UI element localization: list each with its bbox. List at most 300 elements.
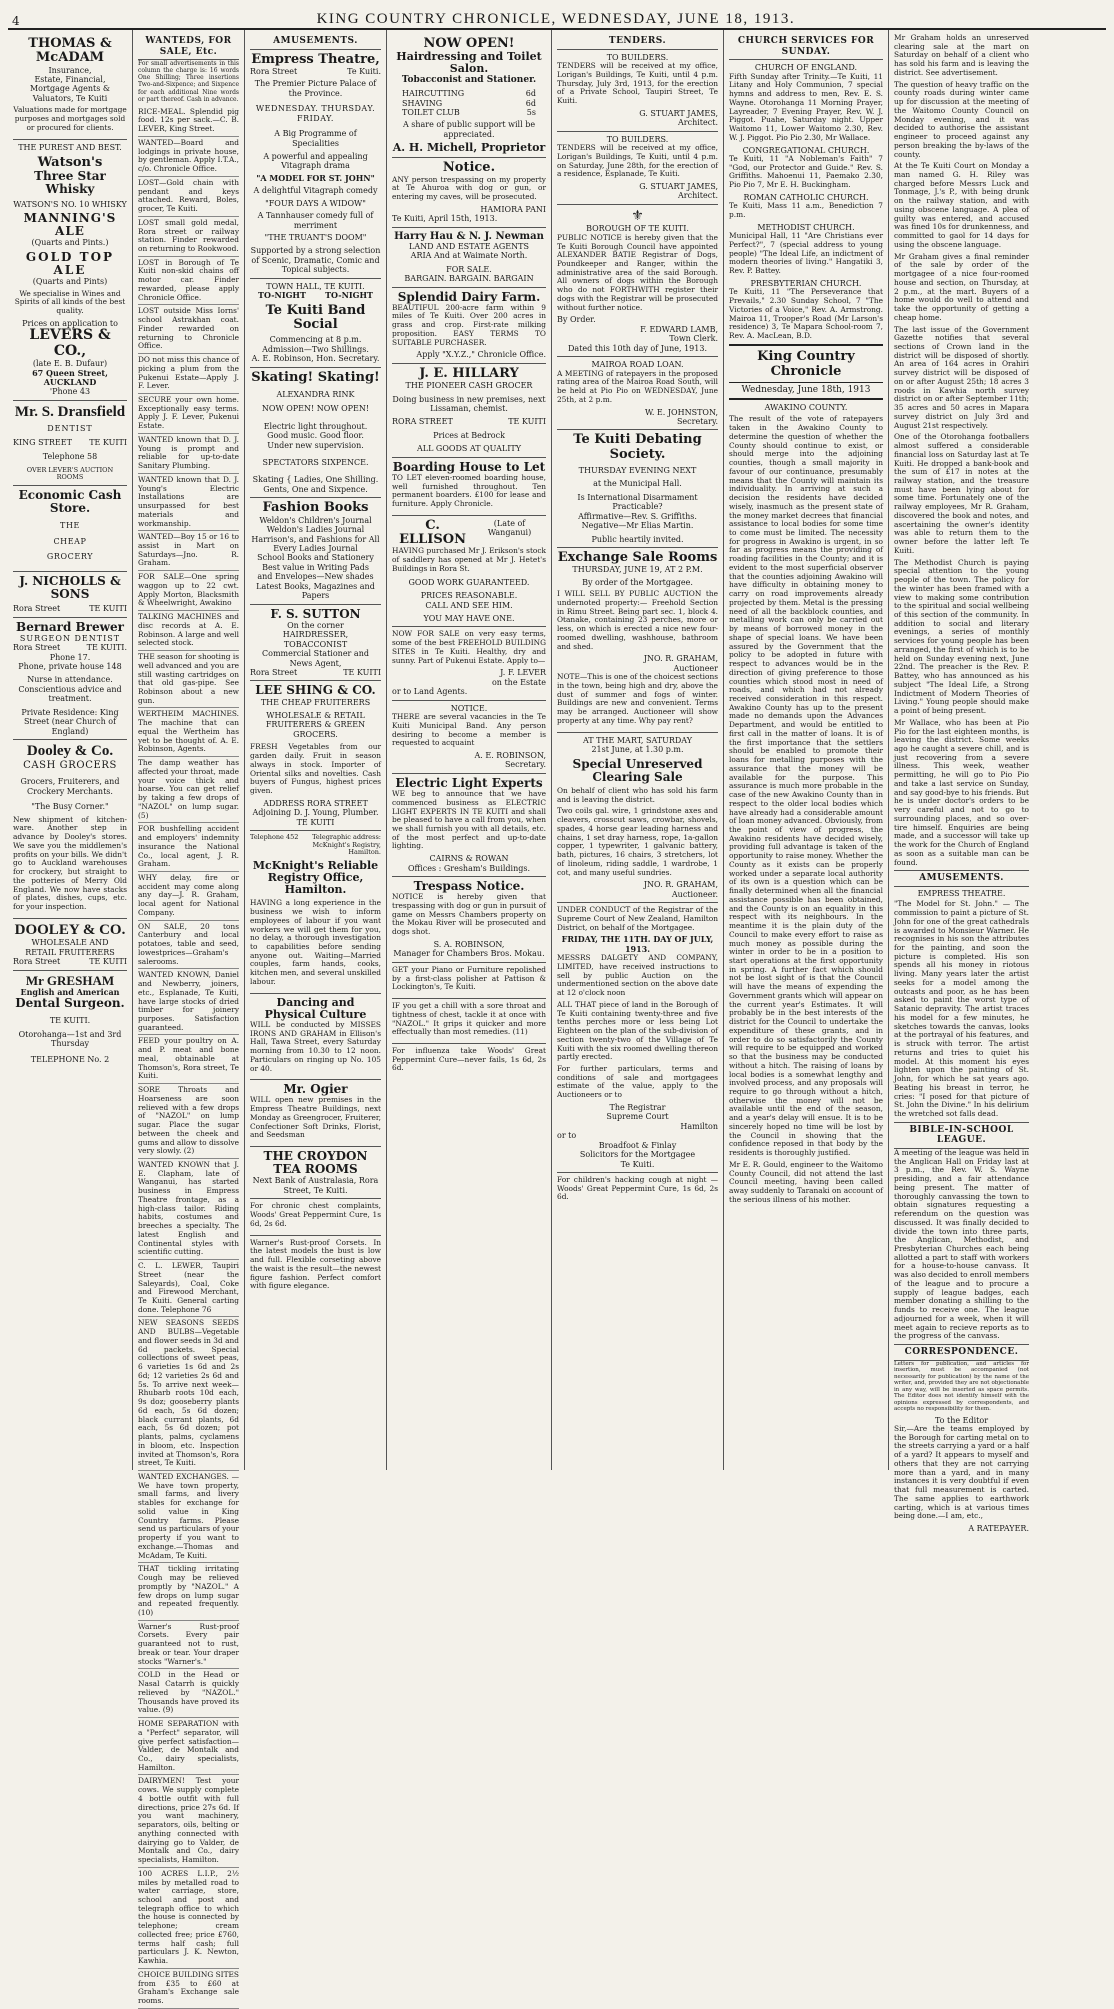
ad-text: Conscientious advice and treatment. [18, 684, 122, 704]
ad-name: Special Unreserved Clearing Sale [572, 756, 703, 784]
ad-text: Warner's Rust-proof Corsets. In the latest models the bust is low and full. Flexible corseting above the waist is the result—the newest figure fashion. Perfect comfort with figure elegance. [250, 1237, 381, 1291]
news-paragraph: The question of heavy traffic on the county roads during winter came up for discussion at the meeting of the Waitomo County Council on Monday evening, and it was decided to authorise the assistant engineer to proceed against any person breaking the by-laws of the county. [894, 79, 1029, 159]
ad-name: TO BUILDERS. [606, 134, 669, 144]
ellison-ad [392, 516, 546, 628]
dooley-grocers-ad [13, 740, 127, 919]
ad-text: NOW FOR SALE on very easy terms, some of the best FREEHOLD BUILDING SITES in Te Kuiti. Healthy, dry and sunny. Part of Pukenui Estate. Apply to— [392, 629, 546, 665]
ad-name: J. E. HILLARY [419, 365, 519, 381]
empress-theatre-ad [250, 50, 381, 279]
classified-ad: NEW SEASONS SEEDS AND BULBS—Vegetable and flower seeds in 3d and 6d packets. Special collections of sweet peas, 6 varieties 1s 6d and 2s 6d; 12 varieties 2s 6d and 5s. To arrive next week—Rhubarb roots 10d each, 9s doz; gooseberry plants 6d each, 5s 6d dozen; black currant plants, 6d each, 5s 6d dozen; pot plants, palms, cyclamens in bloom, etc. Inspection invited at Thomson's, Rora street, Te Kuiti. [138, 1317, 239, 1470]
product-name: Watson's [37, 154, 103, 170]
service-name: TOILET CLUB [402, 107, 460, 117]
ad-signature: W. E. JOHNSTON, [645, 407, 718, 417]
ad-text: WHOLESALE AND [31, 938, 109, 948]
service-price: 5s [526, 107, 536, 117]
borough-crest-icon: ⚜ [631, 207, 644, 224]
ad-text: OVER LEVER'S AUCTION ROOMS [26, 465, 114, 482]
ad-phone: Phone, private house 148 [18, 662, 122, 672]
fashion-item: School Books and Stationery [257, 553, 374, 563]
page-number: 4 [12, 14, 20, 28]
ad-name: Exchange Sale Rooms [557, 550, 718, 566]
ad-town: TE KUITI [343, 667, 381, 677]
classified-ad: SECURE your own home. Exceptionally easy terms. Apply J. F. Lever, Pukenui Estate. [138, 394, 239, 434]
ad-text: or to [557, 1131, 577, 1141]
exchange-sale-rooms [557, 548, 718, 733]
levers-ad [13, 140, 127, 401]
ad-text: WE beg to announce that we have commenced business as ELECTRIC LIGHT EXPERTS IN TE KUITI and shall be pleased to have a call from you, when we shall furnish you with all details, etc. of the most perfect and up-to-date lighting. [392, 789, 546, 851]
classified-ad: DO not miss this chance of picking a plum from the Pukenui Estate—Apply J. F. Lever. [138, 354, 239, 394]
ad-town: TE KUITI [89, 437, 127, 447]
warner-ad [250, 1236, 381, 1297]
ad-text: BEAUTIFUL 200-acre farm within 9 miles of Te Kuiti. Over 200 acres in grass and crop. First-rate milking proposition. EASY TERMS TO SUITABLE PURCHASER. [392, 302, 546, 347]
classified-ad: FOR bushfelling accident and employers' indemnity insurance the National Co., local agent, J. R. Graham. [138, 823, 239, 872]
fashion-item: Harrison's, and Fashions for All [251, 534, 380, 544]
price-row [402, 108, 536, 117]
ad-signature: J. F. LEVER [500, 668, 546, 678]
ad-text: THE CHEAP FRUITERERS [260, 697, 371, 707]
classified-ad: THE season for shooting is well advanced and you are still wasting cartridges on that old gas-pipe. See Robinson about a new gun. [138, 651, 239, 708]
ad-name: Te Kuiti Band Social [265, 302, 366, 332]
ad-name: Te Kuiti Debating Society. [573, 432, 702, 462]
ad-text: Town Clerk. [669, 334, 718, 344]
ad-text: MESSRS DALGETY AND COMPANY, LIMITED, have received instructions to sell by public Auction on the undermentioned section on the above date at 12 o'clock noon [557, 953, 718, 998]
sutton-ad [250, 605, 381, 682]
ad-phone: 'Phone 43 [49, 387, 91, 397]
ad-text: PRICES REASONABLE. [420, 591, 518, 601]
product-name: WATSON'S NO. 10 WHISKY [13, 199, 127, 209]
ad-town: TE KUITI [508, 417, 546, 427]
ad-text: GOOD WORK GUARANTEED. [408, 577, 530, 587]
ad-text: Apply "X.Y.Z.," Chronicle Office. [416, 350, 546, 360]
ad-name: J. NICHOLLS & SONS [19, 573, 121, 601]
ad-text: TO-NIGHT [325, 290, 373, 301]
ad-text: On the corner [287, 620, 344, 630]
ad-town: TE KUITI [89, 957, 127, 967]
ad-text: Prices on application to [22, 318, 118, 328]
tender-residence [557, 132, 718, 205]
ad-name: Skating! Skating! [251, 369, 380, 385]
mairoa-loan [557, 357, 718, 430]
ad-text: Otorohanga—1st and 3rd Thursday [18, 1029, 122, 1049]
ad-text: WILL be conducted by MISSES IRONS AND GRAHAM in Ellison's Hall, Tawa Street, every Saturday morning from 10.30 to 12 noon. Particulars on ringing up No. 105 or 40. [250, 1019, 381, 1073]
ad-signature: S. A. ROBINSON, [433, 939, 505, 949]
news-paragraph: The Methodist Church is paying special attention to the young people of the town. The policy for the winter has been framed with a view to making some contribution to the spiritual and social wellbeing of this section of the community. In addition to social and literary evenings, a series of monthly services for young people has been arranged, the first of which is to be held on Sunday evening next, June 22nd. The preacher is the Rev. P. Battey, who has announced as his subject "The Ideal Life, a Strong Indictment of Modern Theories of Living." Young people should make a point of being present. [894, 557, 1029, 716]
ad-text: SPECTATORS SIXPENCE. [262, 458, 369, 468]
salon-ad [392, 34, 546, 158]
film-title: "THE TRUANT'S DOOM" [264, 233, 367, 243]
section-heading: AMUSEMENTS. [894, 870, 1029, 887]
article-heading: AWAKINO COUNTY. [764, 403, 848, 413]
ad-text: ALEXANDRA RINK [276, 389, 355, 399]
ad-text: Secretary. [676, 416, 718, 426]
classified-ad: WHY delay, fire or accident may come along any day—J. R. Graham, local agent for National Company. [138, 872, 239, 921]
ad-text: Supported by a strong selection of Scenic, Dramatic, Comic and Topical subjects. [250, 246, 381, 275]
editorial-masthead: King Country Chronicle [729, 344, 883, 384]
ad-text: GROCERY [46, 552, 94, 562]
article-paragraph: Mr E. R. Gould, engineer to the Waitomo County Council, did not attend the last Council meeting, having been called away suddenly to Taranaki on account of the serious illness of his mother. [729, 1159, 883, 1204]
service-name: SHAVING [402, 98, 443, 108]
classified-ad: RICE-MEAL. Splendid pig food. 12s per sack.—C. B. LEVER, King Street. [138, 106, 239, 137]
classified-ad: COLD in the Head or Nasal Catarrh is quickly relieved by "NAZOL." Thousands have proved its value. (9) [138, 1669, 239, 1718]
section-heading: BIBLE-IN-SCHOOL LEAGUE. [894, 1122, 1029, 1149]
woods-ad [392, 1044, 546, 1079]
ad-date: 21st June, at 1.30 p.m. [591, 745, 684, 755]
letter-salutation: To the Editor [934, 1415, 989, 1425]
ad-text: A Tannhauser comedy full of merriment [257, 211, 374, 230]
ad-address: 67 Queen Street, AUCKLAND [32, 367, 108, 388]
classified-ad: FOR SALE—One spring waggon up to 22 cwt. Apply Morton, Blacksmith & Wheelwright, Awakino [138, 571, 239, 611]
ad-name: Harry Hau & N. J. Newman [394, 230, 544, 242]
ad-text: (late E. B. Dufaur) [32, 359, 108, 369]
ad-text: Commencing at 8 p.m. [269, 335, 362, 345]
ad-text: DENTIST [47, 424, 93, 434]
ad-phone: Phone 17. [49, 652, 91, 662]
product-note: (Quarts and Pints.) [31, 238, 109, 248]
ad-text: Adjoining D. J. Young, Plumber. TE KUITI [252, 808, 379, 827]
film-title: "FOUR DAYS A WIDOW" [265, 198, 366, 208]
woods-ad [557, 1173, 718, 1208]
fashion-item: Weldon's Children's Journal [259, 515, 372, 525]
ad-street: RORA STREET [392, 417, 453, 427]
ad-text: Public heartily invited. [591, 534, 684, 544]
ad-name: McKnight's Reliable Registry Office, Hamilton. [252, 859, 379, 897]
ad-name: THE CROYDON TEA ROOMS [263, 1149, 368, 1177]
ad-text: NOTICE is hereby given that trespassing with dog or gun in pursuit of game on Messrs Chambers property on the Mokau River will be prosecuted and dogs shot. [392, 892, 546, 937]
section-heading: TENDERS. [557, 34, 718, 50]
column-5 [552, 30, 724, 1470]
ad-town: TE KUITI. [86, 643, 127, 653]
ad-text: ARIA And at Waimate North. [410, 251, 528, 261]
ad-text: A powerful and appealing Vitagraph drama [263, 151, 368, 171]
classified-ad: WANTED—Board and lodgings in private house, by gentleman. Apply I.T.A., c/o. Chronicle Office. [138, 137, 239, 177]
church-list [729, 63, 883, 341]
ad-text: Nurse in attendance. [27, 675, 113, 685]
rates-note: For small advertisements in this column the charge is: 16 words One Shilling; Three insertions Two-and-Sixpence; and Sixpence for each additional Nine words or part thereof. Cash in advance. [138, 60, 239, 103]
ad-date: Te Kuiti, April 15th, 1913. [392, 214, 498, 224]
classified-ad: ON SALE, 20 tons Canterbury and local potatoes, table and seed, lowestprices—Graham's salerooms. [138, 921, 239, 970]
classified-ad: The damp weather has affected your throat, made your voice thick and hoarse. You can get relief by taking a few drops of "NAZOL" on lump sugar. (5) [138, 757, 239, 823]
ad-text: We specialise in Wines and Spirits of all kinds of the best quality. [14, 288, 126, 316]
dairy-farm-ad [392, 288, 546, 364]
ad-text: For further particulars, terms and conditions of sale and mortgagees estimate of the value, apply to the Auctioneers or to [557, 1064, 718, 1100]
brewer-ad [13, 618, 127, 741]
column-4 [387, 30, 552, 1470]
church-services: Te Kuiti, Mass 11 a.m., Benediction 7 p.m. [729, 201, 883, 220]
church-services: Municipal Hall, 11 "Are Christians ever Perfect?", 7 (special address to young people) "The Ideal Life, an indictment of modern theories of living." Hangatiki 3, Rev. P. Battey. [729, 231, 883, 276]
ad-signature: CAIRNS & ROWAN [429, 854, 509, 864]
classified-ad: SORE Throats and Hoarseness are soon relieved with a few drops of "NAZOL" on lump sugar. Place the sugar between the cheek and gums and allow to dissolve very slowly. (2) [138, 1084, 239, 1159]
ad-name: C. ELLISON [399, 517, 466, 548]
ad-text: New shipment of kitchen-ware. Another step in advance by Dooley's stores. We save you the middlemen's profits on your bills. We didn't go to Auckland warehouses for crockery, but straight to the potteries of Merry Old England. We now have stacks of plates, dishes, cups, etc. for your inspection. [13, 814, 127, 912]
classified-ad: FEED your poultry on A. and P. meat and bone meal, obtainable at Thomson's, Rora street, Te Kuiti. [138, 1035, 239, 1084]
article-paragraph: A meeting of the league was held in the Anglican Hall on Friday last at 3 p.m., the Rev. W. S. Wayne presiding, and a fair attendance being present. The matter of thoroughly canvassing the town to obtain signatures requesting a referendum on the question was discussed. It was finally decided to divide the town into three parts, the Anglican, Methodist, and Presbyterian Churches each being allotted a part to staff with workers for a house-to-house canvass. It was also decided to enroll members of the league and to procure a supply of league badges, each member donating a shilling to the funds to receive one. The league adjourned for a week, when it will meet again to recieve reports as to the progress of the canvass. [894, 1147, 1029, 1341]
ad-street: Rora Street [250, 667, 298, 677]
ad-text: A MEETING of ratepayers in the proposed rating area of the Mairoa Road South, will be held at Pio Pio on WEDNESDAY, June 25th, at 2 p.m. [557, 368, 718, 404]
borough-notice [557, 205, 718, 357]
ad-text: SURGEON DENTIST [19, 633, 121, 643]
ad-text: Negative—Mr Elias Martin. [581, 521, 694, 531]
ad-text: Affirmative—Rev. S. Griffiths. [578, 511, 697, 521]
ad-town: TE KUITI. [49, 1015, 91, 1025]
letter-signature: A RATEPAYER. [968, 1524, 1029, 1534]
fashion-books-ad [250, 498, 381, 604]
ad-text: Private Residence: King Street (near Church of England) [21, 707, 119, 736]
debating-society [557, 430, 718, 548]
fashion-item: Weldon's Ladies Journal [266, 525, 365, 535]
ad-text: Tobacconist and Stationer. [401, 75, 537, 86]
ad-text: Is International Disarmament Practicable? [577, 492, 698, 512]
ad-text: Valuations made for mortgage purposes and mortgages sold or procured for clients. [13, 105, 127, 132]
ad-text: Admission—Two Shillings. [262, 344, 369, 354]
ad-text: Dental Surgeon. [15, 996, 125, 1011]
ad-text: A Big Programme of Specialities [274, 129, 357, 148]
band-social-ad [250, 279, 381, 368]
ad-text: Offices : Gresham's Buildings. [407, 863, 531, 873]
dancing-ad [250, 994, 381, 1081]
ad-text: CASH GROCERS [23, 759, 117, 771]
classified-ad: LOST in Borough of Te Kuiti non-skid chains off motor car. Finder rewarded, please apply Chronicle Office. [138, 257, 239, 306]
hau-newman-ad [392, 228, 546, 288]
mcknight-ad [250, 831, 381, 994]
ad-phone: Telephone 452 [250, 833, 299, 842]
ad-name: Mr. S. Dransfield [14, 403, 126, 420]
ad-text: Good music. Good floor. [267, 431, 364, 441]
news-paragraph: One of the Otorohanga footballers almost suffered a considerable financial loss on Saturday last at Te Kuiti. He dropped a bank-book and the sum of £17 in notes at the railway station, and the treasure must have been lying about for some time. Fortunately one of the railway employees, Mr R. Graham, discovered the book and notes, and ascertaining the owner's identity was able to return them to the owner before the latter left Te Kuiti. [894, 432, 1029, 555]
ad-name: Splendid Dairy Farm. [397, 289, 541, 304]
classified-ad: Warner's Rust-proof Corsets. Every pair guaranteed not to rust, break or tear. Your draper stocks "Warner's." [138, 1621, 239, 1670]
ad-text: For influenza take Woods' Great Peppermint Cure—never fails, 1s 6d, 2s 6d. [392, 1045, 546, 1073]
church-name: METHODIST CHURCH. [757, 222, 855, 232]
service-name: HAIRCUTTING [402, 89, 465, 99]
ad-text: LAND AND ESTATE AGENTS [409, 241, 529, 251]
classified-ad: DAIRYMEN! Test your cows. We supply complete 4 bottle outfit with full directions, price 27s 6d. If you want machinery, separators, oils, belting or anything connected with dairying go to Valder, de Montalk and Co., dairy specialists, Hamilton. [138, 1775, 239, 1867]
ad-text: Auctioneer [673, 663, 718, 673]
hillary-ad [392, 364, 546, 458]
ad-phone: Telephone 58 [42, 452, 98, 462]
ad-line: Estate, Financial, [34, 75, 106, 85]
dooley-fruiterers-ad [13, 919, 127, 971]
lee-shing-ad [250, 681, 381, 831]
church-services: Te Kuiti, 11 "A Nobleman's Faith" 7 "God, our Protector and Guide." Rev. S. Griffiths. Mahoenui 11, Paemako 2.30, Pio Pio 7, Mr E. H. Buckingham. [729, 153, 883, 190]
nazol-ad [392, 999, 546, 1044]
classified-ad: LOST outside Miss Iorns' school Astrakhan coat. Finder rewarded on returning to Chronicle Office. [138, 305, 239, 354]
ad-name: Economic Cash Store. [18, 488, 122, 516]
building-sites-ad [392, 627, 546, 700]
classified-ad: 100 ACRES L.I.P., 2½ miles by metalled road to water carriage, store, school and post and telegraph office to which the house is connected by telephone; cream collected free; price £760, terms half cash; full particulars J. K. Newton, Kawhia. [138, 1868, 239, 1969]
ad-text: BARGAIN. BARGAIN. BARGAIN [404, 274, 534, 284]
ad-text: WEDNESDAY. THURSDAY. FRIDAY. [255, 104, 376, 123]
ad-text: Grocers, Fruiterers, and Crockery Merchants. [20, 777, 120, 796]
ad-name: Fashion Books [262, 500, 369, 516]
ad-name: Mr GRESHAM [25, 972, 115, 988]
ad-text: UNDER CONDUCT of the Registrar of the Supreme Court of New Zealand, Hamilton District, on behalf of the Mortgagee. [557, 905, 718, 932]
tender-private-school [557, 50, 718, 132]
band-notice-ad [392, 701, 546, 774]
ad-text: GET your Piano or Furniture repolished by a first-class polisher at Pattison & Lockington's, Te Kuiti. [392, 964, 546, 992]
correspondence-disclaimer: Letters for publication, and articles for insertion, must be accompanied (not necessarily for publication) by the name of the writer, and, provided they are not objectionable in any way, will be inserted as space permits. The Editor does not identify himself with the opinions expressed by correspondents, and accepts no responsibility for them. [894, 1360, 1029, 1413]
ad-name: MAIROA ROAD LOAN. [591, 360, 684, 370]
supreme-court-sale [557, 903, 718, 1173]
ad-text: Under new supervision. [267, 440, 364, 450]
ad-date: FRIDAY, THE 11TH. DAY OF JULY, 1913. [561, 934, 714, 954]
ad-text: ALL GOODS AT QUALITY [416, 444, 522, 454]
ad-text: at the Municipal Hall. [593, 479, 682, 489]
ad-text: NOW OPEN! NOW OPEN! [261, 404, 370, 414]
ad-text: Two coils gal. wire, 1 grindstone axes and cleavers, crosscut saws, crowbar, shovels, spades, 4 horse gear leading harness and chains, 1 set dray harness, rope, 1a-gallon copper, 1 typewriter, 1 galvanic battery, bath, pictures, 16 chairs, 3 stretchers, lot of linoleum, riding saddle, 1 wardrobe, 1 cot, and many useful sundries. [557, 806, 718, 877]
ad-name: LEE SHING & CO. [255, 683, 376, 698]
nicholls-ad [13, 572, 127, 618]
ad-text: Auctioneer. [671, 889, 718, 899]
ad-name: Bernard Brewer [16, 619, 124, 634]
ad-name: Dancing and Physical Culture [264, 995, 367, 1021]
dransfield-ad [13, 401, 127, 486]
church-name: CONGREGATIONAL CHURCH. [742, 145, 870, 155]
ad-text: TOWN HALL, TE KUITI. [266, 281, 365, 291]
ad-text: CALL AND SEE HIM. [425, 600, 513, 610]
ad-text: ANY person trespassing on my property at Te Ahuroa with dog or gun, or entering my caves, will be prosecuted. [392, 174, 546, 202]
ad-text: TO-NIGHT [258, 290, 306, 301]
ad-text: Telegraphic address: McKnight's Registry, Hamilton. [312, 833, 381, 857]
fashion-item: Best value in Writing Pads [262, 562, 369, 572]
ad-town: TE KUITI [89, 604, 127, 614]
classified-ad: WANTED KNOWN that J. E. Clapham, late of Wanganui, has started business in Empress Theatre frontage, as a high-class tailor. Riding habits, costumes and breeches a specialty. The latest English and Continental styles with scientific cutting. [138, 1159, 239, 1260]
newspaper-title: KING COUNTRY CHRONICLE, WEDNESDAY, JUNE 18, 1913. [316, 11, 796, 27]
classified-ad: WANTED—Boy 15 or 16 to assist in Mart on Saturdays—Jno. R. Graham. [138, 531, 239, 571]
notice-trespass-ad [392, 158, 546, 227]
fashion-list [250, 516, 381, 601]
product-name: MANNING'S ALE [23, 211, 117, 239]
ad-name: TO BUILDERS. [606, 52, 669, 62]
column-2 [133, 30, 245, 2006]
thomas-mcadam-ad [13, 34, 127, 140]
classified-ad: WANTED known that D. J. Young's Electric Installations are unsurpassed for best materials and workmanship. [138, 474, 239, 531]
ad-text: HAIRDRESSER, TOBACCONIST [282, 630, 349, 649]
economic-store-ad [13, 486, 127, 572]
gresham-ad [13, 971, 127, 1068]
price-row [402, 89, 536, 98]
product-note: (Quarts and Pints) [32, 277, 108, 287]
ad-text: Architect. [678, 191, 718, 201]
ad-name: DOOLEY & CO. [14, 921, 126, 938]
ad-text: HAVING purchased Mr J. Erikson's stock of saddlery has opened at Mr J. Hetet's Buildings in Rora St. [392, 546, 546, 573]
ad-street: Rora Street [13, 643, 61, 653]
ad-text: THURSDAY EVENING NEXT [578, 466, 697, 475]
ad-text: NOTE—This is one of the choicest sections in the town, being high and dry, above the dust of summer and fogs of winter. Buildings are new and convenient. Terms may be arranged. Auctioneer will show property at any time. Why pay rent? [557, 672, 718, 725]
section-heading: AMUSEMENTS. [250, 34, 381, 50]
editorial-date: Wednesday, June 18th, 1913 [729, 383, 883, 400]
ad-text: Architect. [678, 118, 718, 128]
classified-ad: CHOICE BUILDING SITES from £35 to £60 at Graham's Exchange sale rooms. [138, 1969, 239, 2009]
service-price: 6d [525, 89, 536, 99]
ad-address: ADDRESS RORA STREET [263, 798, 368, 808]
ad-text: A share of public support will be appreciated. [402, 120, 536, 139]
news-paragraph: Mr Graham gives a final reminder of the sale by order of the mortgagee of a nice four-roomed house and section, on Thursday, at 2 p.m., at the mart. Buyers of a home would do well to attend and take the opportunity of getting a cheap home. [894, 251, 1029, 322]
ad-name: Boarding House to Let [392, 459, 546, 474]
ad-text: FRESH Vegetables from our garden daily. Fruit in season always in stock. Importer of Oriental silks and novelties. Cash buyers of Fungus, highest prices given. [250, 742, 381, 796]
ad-text: Secretary. [504, 760, 546, 770]
ad-text: On behalf of client who has sold his farm and is leaving the district. [557, 785, 718, 804]
classified-ad: TALKING MACHINES and disc records at A. E. Robinson. A large and well selected stock. [138, 611, 239, 651]
masthead [8, 8, 1106, 30]
ad-text: By Order. [557, 315, 596, 325]
ad-text: THE PIONEER CASH GROCER [405, 381, 533, 391]
ad-text: HAVING a long experience in the business we wish to inform employees of labour if you want workers we will get them for you, no delay, a thorough investigation to capabilities before sending anyone out. Waiting—Married couples, farm hands, cooks, kitchen men, and several unskilled labour. [250, 898, 381, 986]
ad-name: Electric Light Experts [395, 775, 543, 790]
church-services: Te Kuiti, 11 "The Perseverance that Prevails," 2.30 Sunday School, 7 "The Victories of a Voice," Rev. A. Armstrong. Mairoa 11, Trooper's Road (Mr Larson's residence) 3, Te Mapara School-room 7, Rev. A. MacLean, B.D. [729, 287, 883, 341]
column-6 [724, 30, 889, 1470]
classified-ad: LOST—Gold chain with pendant and keys attached. Reward, Boles, grocer, Te Kuiti. [138, 177, 239, 217]
ad-text: Hamilton [680, 1121, 718, 1131]
woods-ad [250, 1199, 381, 1235]
product-name: GOLD TOP ALE [25, 249, 115, 278]
ad-street: Rora Street [250, 66, 298, 76]
church-services: Fifth Sunday after Trinity.—Te Kuiti, 11 Litany and Holy Communion, 7 special hymns and address to men, Rev. E. S. Wayne. Otorohanga 11 Morning Prayer, Layreader, 7 Evening Prayer, Rev. W. J. Piggot. Puahe, Saturday night. Upper Waitomo 11, Lower Waitomo 2.30, Rev. W. J. Piggot. Pio Pio 2.30, Mr Wallace. [729, 71, 883, 142]
boarding-house-ad [392, 458, 546, 516]
ad-signature: F. EDWARD LAMB, [640, 324, 718, 334]
section-heading: CHURCH SERVICES FOR SUNDAY. [729, 34, 883, 60]
fashion-item: Latest Books, Magazines and Papers [256, 581, 375, 601]
ad-name: NOTICE. [450, 703, 488, 713]
ad-text: Supreme Court [606, 1112, 669, 1122]
ad-date: Dated this 10th day of June, 1913. [568, 343, 707, 353]
ad-text: PUBLIC NOTICE is hereby given that the Te Kuiti Borough Council have appointed ALEXANDER BATIE Registrar of Dogs, Poundkeeper and Ranger, within the administrative area of the said Borough. All owners of dogs within the Borough who do not FORTHWITH register their dogs with the Registrar will be prosecuted without further notice. [557, 232, 718, 312]
ad-text: YOU MAY HAVE ONE. [423, 613, 515, 623]
film-title: "A MODEL FOR ST. JOHN" [256, 172, 375, 183]
ad-name: Hairdressing and Toilet Salon. [396, 50, 542, 76]
ad-text: Skating { Ladies, One Shilling. Gents, One and Sixpence. [252, 475, 379, 494]
ad-line: Valuators, Te Kuiti [32, 93, 108, 103]
ad-street: Rora Street [13, 957, 61, 967]
classified-ad: WANTED EXCHANGES. — We have town property, small farms, and livery stables for exchange for solid value in King Country farms. Please send us particulars of your property if you want to exchange.—Thomas and McAdam, Te Kuiti. [138, 1471, 239, 1563]
ad-text: For chronic chest complaints, Woods' Great Peppermint Cure, 1s 6d, 2s 6d. [250, 1201, 381, 1228]
ad-text: Doing business in new premises, next Lissaman, chemist. [392, 394, 546, 413]
service-price: 6d [525, 98, 536, 108]
ad-signature: JNO. R. GRAHAM, [643, 654, 718, 664]
ad-street: Rora Street [13, 604, 61, 614]
ad-text: For children's hacking cough at night — Woods' Great Peppermint Cure, 1s 6d, 2s 6d. [557, 1175, 718, 1202]
croydon-ad [250, 1147, 381, 1199]
price-row [402, 99, 536, 108]
ad-text: By order of the Mortgagee. [582, 577, 693, 587]
ad-text: Manager for Chambers Bros. Mokau. [393, 949, 545, 959]
ad-text: The Premier Picture Palace of the Province. [254, 79, 377, 98]
ad-text: "The Busy Corner." [31, 802, 109, 812]
ad-name: THOMAS & McADAM [28, 36, 112, 66]
ad-text: CHEAP [53, 536, 87, 546]
classified-ad: THAT tickling irritating Cough may be relieved promptly by "NAZOL." A few drops on lump sugar and repeated frequently. (10) [138, 1563, 239, 1620]
classified-ad: WERTHEIM MACHINES. The machine that can equal the Wertheim has yet to be thought of. A. E. Robinson, Agents. [138, 708, 239, 757]
ad-signature: A. E. ROBINSON, [474, 751, 546, 761]
ad-signature: G. STUART JAMES, [639, 181, 718, 191]
ad-signature: HAMIORA PANI [480, 204, 546, 214]
column-3 [245, 30, 387, 1470]
ad-name: Notice. [442, 160, 496, 176]
price-list [392, 86, 546, 120]
ad-text: Te Kuiti. [620, 1159, 655, 1169]
ad-text: THERE are several vacancies in the Te Kuiti Municipal Band. Any person desiring to become a member is requested to acquaint [392, 712, 546, 748]
ad-date: THURSDAY, JUNE 19, AT 2 P.M. [572, 565, 703, 575]
ad-slogan: THE PUREST AND BEST. [18, 142, 122, 152]
news-paragraphs [894, 34, 1029, 867]
ad-text: I WILL SELL BY PUBLIC AUCTION the undernoted property:— Freehold Section in Rimu Street. Being part sec. 1, block 4. Otanake, containing 23 perches, more or less, on which is erected a nice new four-roomed dwelling, washhouse, bathroom and shed. [557, 589, 718, 651]
column-7 [889, 30, 1034, 1534]
classified-ad: C. L. LEWER, Taupiri Street (near the Saleyards), Coal, Coke and Firewood Merchant, Te Kuiti. General carting done. Telephone 76 [138, 1260, 239, 1317]
ad-name: F. S. SUTTON [270, 606, 361, 621]
mart-sale [557, 733, 718, 903]
ad-text: FOR SALE. [446, 264, 492, 274]
article-paragraph: "The Model for St. John." — The commission to paint a picture of St. John for one of the great cathedrals is awarded to Monsieur Warner. He recognises in his son the attributes for the painting, and soon the picture is completed. His son spends all his money in riotous living. Many years later the artist seeks for a model among the outcasts and poor, as he has been asked to paint the worst type of Satanic depravity. The artist traces his model for a few minutes, he sketches towards the canvas, looks at the portrayal of his features, and is struck with terror. The artist returns and tries to quiet his model. At this moment his eyes lighten upon the painting of St. John, for which he sat years ago. Beating his breast in terror, he cries: "I posed for that picture of St. John the Divine." In his delirium the wretched sot falls dead. [894, 899, 1029, 1118]
ad-name: BOROUGH OF TE KUITI. [586, 224, 689, 234]
